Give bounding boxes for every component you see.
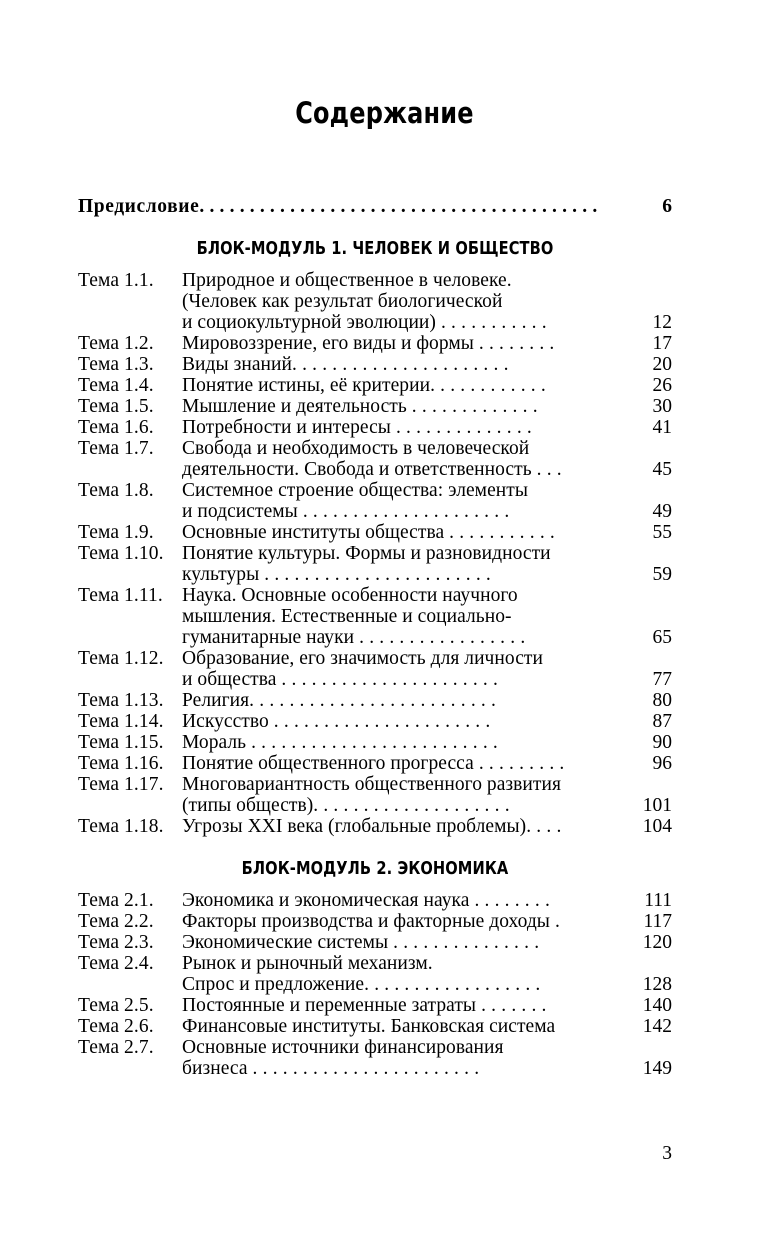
toc-entry-line bbox=[182, 911, 672, 932]
toc-entry[interactable] bbox=[78, 953, 672, 995]
toc-entry-title: Основные источники финансирования bbox=[182, 1037, 504, 1058]
toc-entry-label: Тема 1.10. bbox=[78, 543, 164, 564]
toc-entry[interactable] bbox=[78, 333, 672, 354]
toc-entry-title: Понятие общественного прогресса bbox=[182, 753, 474, 774]
toc-entry[interactable] bbox=[78, 911, 672, 932]
dot-leader: ................. bbox=[359, 627, 531, 648]
toc-entry[interactable] bbox=[78, 354, 672, 375]
toc-entry-lines bbox=[182, 890, 672, 911]
toc-entry-label: Тема 1.3. bbox=[78, 354, 154, 375]
toc-entry-line bbox=[182, 333, 672, 354]
dot-leader: .............. bbox=[395, 417, 537, 438]
toc-entry-label: Тема 1.15. bbox=[78, 732, 164, 753]
toc-entry-page-number: 90 bbox=[652, 732, 672, 753]
toc-entry-page-number: 104 bbox=[642, 816, 672, 837]
toc-entry-page-number: 101 bbox=[642, 795, 672, 816]
dot-leader: ... bbox=[536, 459, 567, 480]
toc-entry-line bbox=[182, 501, 672, 522]
toc-entry-line bbox=[182, 732, 672, 753]
toc-entry-lines bbox=[182, 932, 672, 953]
toc-entry-label: Тема 1.8. bbox=[78, 480, 154, 501]
toc-entry-lines bbox=[182, 270, 672, 333]
toc-entry-lines bbox=[182, 375, 672, 396]
toc-entry-title: Потребности и интересы bbox=[182, 417, 391, 438]
toc-entry[interactable] bbox=[78, 816, 672, 837]
dot-leader: . bbox=[554, 911, 566, 932]
toc-entry[interactable] bbox=[78, 438, 672, 480]
toc-entry-line bbox=[182, 953, 672, 974]
toc-entry-label: Тема 1.13. bbox=[78, 690, 164, 711]
toc-entry[interactable] bbox=[78, 522, 672, 543]
toc-entry-lines bbox=[182, 711, 672, 732]
toc-entry-label: Тема 1.4. bbox=[78, 375, 154, 396]
page-number: 3 bbox=[662, 1143, 672, 1164]
toc-entry-label: Тема 2.2. bbox=[78, 911, 154, 932]
toc-entry-line bbox=[182, 1037, 672, 1058]
toc-entry-label: Тема 1.14. bbox=[78, 711, 164, 732]
toc-entry-line bbox=[182, 438, 672, 459]
toc-entry[interactable] bbox=[78, 932, 672, 953]
toc-entry-page-number: 87 bbox=[652, 711, 672, 732]
toc-entry[interactable] bbox=[78, 732, 672, 753]
toc-entry-line bbox=[182, 995, 672, 1016]
toc-entry-label: Тема 1.6. bbox=[78, 417, 154, 438]
toc-entry-page-number: 45 bbox=[652, 459, 672, 480]
toc-entry-label: Тема 1.5. bbox=[78, 396, 154, 417]
toc-entry-line bbox=[182, 585, 672, 606]
toc-entry-line bbox=[182, 774, 672, 795]
toc-entry-lines bbox=[182, 480, 672, 522]
toc-entry-line bbox=[182, 932, 672, 953]
toc-entry-page-number: 26 bbox=[652, 375, 672, 396]
toc-entry-title: Основные институты общества bbox=[182, 522, 445, 543]
toc-entry-lines bbox=[182, 1037, 672, 1079]
toc-entry-page-number: 142 bbox=[642, 1016, 672, 1037]
dot-leader: ...................... bbox=[292, 354, 514, 375]
toc-entry-title: Рынок и рыночный механизм. bbox=[182, 953, 433, 974]
toc-entry-title: Виды знаний bbox=[182, 354, 292, 375]
toc-entry[interactable] bbox=[78, 1037, 672, 1079]
toc-entry-lines bbox=[182, 816, 672, 837]
toc-entry-lines bbox=[182, 417, 672, 438]
toc-entry-line bbox=[182, 669, 672, 690]
dot-leader: ......................... bbox=[251, 732, 503, 753]
toc-entry-title: Природное и общественное в человеке. bbox=[182, 270, 512, 291]
toc-entry-lines bbox=[182, 953, 672, 995]
toc-entry[interactable] bbox=[78, 995, 672, 1016]
toc-entry-line bbox=[182, 375, 672, 396]
toc-entry-lines bbox=[182, 522, 672, 543]
preface-label: Предисловие bbox=[78, 196, 200, 217]
toc-entry-label: Тема 2.7. bbox=[78, 1037, 154, 1058]
toc-entry-line bbox=[182, 690, 672, 711]
toc-entry-page-number: 77 bbox=[652, 669, 672, 690]
dot-leader: ......... bbox=[478, 753, 570, 774]
toc-entry-line bbox=[182, 459, 672, 480]
toc-entry[interactable] bbox=[78, 480, 672, 522]
toc-entry-line bbox=[182, 816, 672, 837]
toc-entry-title: и общества bbox=[182, 669, 277, 690]
dot-leader: ....................... bbox=[264, 564, 496, 585]
dot-leader: ........................................ bbox=[199, 196, 603, 217]
toc-entry-title: мышления. Естественные и социально- bbox=[182, 606, 512, 627]
toc-entry-title: Образование, его значимость для личности bbox=[182, 648, 543, 669]
toc-entry-page-number: 140 bbox=[642, 995, 672, 1016]
toc-entry-page-number: 111 bbox=[644, 890, 672, 911]
toc-entry-title: и социокультурной эволюции) bbox=[182, 312, 436, 333]
dot-leader: ...................... bbox=[273, 711, 496, 732]
toc-entry-line bbox=[182, 606, 672, 627]
toc-entry-title: Мышление и деятельность bbox=[182, 396, 407, 417]
dot-leader: .................... bbox=[313, 795, 515, 816]
toc-entry-title: Факторы производства и факторные доходы bbox=[182, 911, 550, 932]
toc-entry-label: Тема 1.16. bbox=[78, 753, 164, 774]
toc-entry-line bbox=[182, 312, 672, 333]
toc-entry-line bbox=[182, 354, 672, 375]
toc-entry-title: бизнеса bbox=[182, 1058, 248, 1079]
toc-entry-lines bbox=[182, 585, 672, 648]
toc-entry-page-number: 12 bbox=[652, 312, 672, 333]
toc-entry-title: Системное строение общества: элементы bbox=[182, 480, 528, 501]
toc-entry-title: Экономические системы bbox=[182, 932, 389, 953]
toc-entry-page-number: 41 bbox=[652, 417, 672, 438]
toc-entry-page-number: 49 bbox=[652, 501, 672, 522]
toc-entry-label: Тема 1.18. bbox=[78, 816, 164, 837]
toc-entry[interactable] bbox=[78, 774, 672, 816]
toc-entry-line bbox=[182, 648, 672, 669]
toc-entry-title: Искусство bbox=[182, 711, 269, 732]
toc-entry-label: Тема 1.2. bbox=[78, 333, 154, 354]
toc-entry-line bbox=[182, 543, 672, 564]
toc-entry-page-number: 96 bbox=[652, 753, 672, 774]
toc-entry[interactable] bbox=[78, 1016, 672, 1037]
toc-entry-title: и подсистемы bbox=[182, 501, 298, 522]
dot-leader: ........ bbox=[478, 333, 560, 354]
toc-entry[interactable] bbox=[78, 648, 672, 690]
toc-entry-line bbox=[182, 417, 672, 438]
toc-entry-page-number: 55 bbox=[652, 522, 672, 543]
toc-entry-title: Мораль bbox=[182, 732, 247, 753]
toc-entry-page-number: 149 bbox=[642, 1058, 672, 1079]
toc-entry-title: культуры bbox=[182, 564, 260, 585]
toc-entry-line bbox=[182, 291, 672, 312]
toc-entry-lines bbox=[182, 774, 672, 816]
toc-entry[interactable] bbox=[78, 690, 672, 711]
toc-entry-page-number: 17 bbox=[652, 333, 672, 354]
toc-entry[interactable] bbox=[78, 375, 672, 396]
toc-entry-line bbox=[182, 564, 672, 585]
toc-entry-title: (типы обществ) bbox=[182, 795, 314, 816]
toc-entry-title: Угрозы XXI века (глобальные проблемы) bbox=[182, 816, 527, 837]
toc-entry-title: Спрос и предложение bbox=[182, 974, 365, 995]
toc-entry-label: Тема 2.3. bbox=[78, 932, 154, 953]
toc-entry-page-number: 65 bbox=[652, 627, 672, 648]
toc-entry-page-number: 117 bbox=[643, 911, 672, 932]
toc-entry-line bbox=[182, 480, 672, 501]
dot-leader: ......................... bbox=[249, 690, 502, 711]
toc-entry-lines bbox=[182, 732, 672, 753]
toc-entry-title: Наука. Основные особенности научного bbox=[182, 585, 518, 606]
toc-entry-title: (Человек как результат биологической bbox=[182, 291, 503, 312]
toc-entry[interactable] bbox=[78, 890, 672, 911]
dot-leader: ............... bbox=[393, 932, 545, 953]
toc-entry-line bbox=[182, 396, 672, 417]
toc-entry-title: Свобода и необходимость в человеческой bbox=[182, 438, 530, 459]
toc-entry-line bbox=[182, 974, 672, 995]
toc-entry-label: Тема 1.7. bbox=[78, 438, 154, 459]
toc-entry[interactable] bbox=[78, 753, 672, 774]
toc-entry-line bbox=[182, 795, 672, 816]
dot-leader: ..................... bbox=[302, 501, 515, 522]
toc-entry-label: Тема 2.1. bbox=[78, 890, 154, 911]
toc-entry[interactable] bbox=[78, 585, 672, 648]
toc-entry-page-number: 80 bbox=[652, 690, 672, 711]
toc-entry-label: Тема 1.17. bbox=[78, 774, 164, 795]
toc-entry-label: Тема 1.1. bbox=[78, 270, 154, 291]
toc-entry[interactable] bbox=[78, 417, 672, 438]
toc-entry-line bbox=[182, 890, 672, 911]
toc-entry-label: Тема 1.11. bbox=[78, 585, 163, 606]
toc-entry-line bbox=[182, 1058, 672, 1079]
toc-entry-lines bbox=[182, 995, 672, 1016]
toc-entry[interactable] bbox=[78, 396, 672, 417]
toc-entry-page-number: 128 bbox=[642, 974, 672, 995]
toc-entry-title: Многовариантность общественного развития bbox=[182, 774, 561, 795]
toc-entry-title: Финансовые институты. Банковская система bbox=[182, 1016, 556, 1037]
toc-entry-page-number: 30 bbox=[652, 396, 672, 417]
toc-entry-lines bbox=[182, 396, 672, 417]
toc-entry-line bbox=[182, 627, 672, 648]
toc-entry-lines bbox=[182, 753, 672, 774]
toc-entry-title: Понятие культуры. Формы и разновидности bbox=[182, 543, 551, 564]
toc-entry-label: Тема 2.6. bbox=[78, 1016, 154, 1037]
toc-body bbox=[78, 196, 672, 1079]
toc-entry-lines bbox=[182, 1016, 672, 1037]
toc-entry-title: Экономика и экономическая наука bbox=[182, 890, 470, 911]
dot-leader: ........ bbox=[474, 890, 556, 911]
toc-entry-line bbox=[182, 753, 672, 774]
toc-entry-lines bbox=[182, 354, 672, 375]
toc-entry-lines bbox=[182, 333, 672, 354]
toc-entry-title: Постоянные и переменные затраты bbox=[182, 995, 477, 1016]
dot-leader: ............ bbox=[430, 375, 551, 396]
dot-leader: ....................... bbox=[252, 1058, 485, 1079]
dot-leader: .................. bbox=[364, 974, 546, 995]
dot-leader: ........... bbox=[440, 312, 552, 333]
toc-entry-line bbox=[182, 1016, 672, 1037]
page-title: Содержание bbox=[295, 96, 474, 130]
preface-page-number: 6 bbox=[662, 196, 672, 217]
toc-entry-title: Религия bbox=[182, 690, 250, 711]
toc-entry-lines bbox=[182, 438, 672, 480]
toc-entry-label: Тема 2.5. bbox=[78, 995, 154, 1016]
toc-entry[interactable] bbox=[78, 711, 672, 732]
toc-entry-line bbox=[182, 522, 672, 543]
dot-leader: ........... bbox=[449, 522, 560, 543]
toc-entry[interactable] bbox=[78, 270, 672, 333]
toc-entry-line bbox=[182, 270, 672, 291]
dot-leader: ...................... bbox=[281, 669, 504, 690]
toc-entry-preface[interactable] bbox=[78, 196, 672, 217]
toc-entry-lines bbox=[182, 648, 672, 690]
section-heading: БЛОК-МОДУЛЬ 1. ЧЕЛОВЕК И ОБЩЕСТВО bbox=[196, 239, 554, 259]
section-heading: БЛОК-МОДУЛЬ 2. ЭКОНОМИКА bbox=[241, 859, 509, 879]
toc-entry-page-number: 20 bbox=[652, 354, 672, 375]
toc-entry-label: Тема 1.9. bbox=[78, 522, 154, 543]
toc-entry[interactable] bbox=[78, 543, 672, 585]
dot-leader: ............. bbox=[411, 396, 543, 417]
toc-entry-title: гуманитарные науки bbox=[182, 627, 355, 648]
toc-entry-label: Тема 2.4. bbox=[78, 953, 154, 974]
dot-leader: ....... bbox=[481, 995, 552, 1016]
toc-entry-page-number: 59 bbox=[652, 564, 672, 585]
toc-entry-page-number: 120 bbox=[642, 932, 672, 953]
toc-entry-lines bbox=[182, 543, 672, 585]
toc-entry-label: Тема 1.12. bbox=[78, 648, 164, 669]
toc-entry-title: деятельности. Свобода и ответственность bbox=[182, 459, 532, 480]
toc-entry-line bbox=[182, 711, 672, 732]
toc-sections bbox=[78, 239, 672, 1079]
toc-entry-lines bbox=[182, 911, 672, 932]
toc-entry-title: Понятие истины, её критерии bbox=[182, 375, 431, 396]
toc-entry-title: Мировоззрение, его виды и формы bbox=[182, 333, 474, 354]
dot-leader: .... bbox=[526, 816, 567, 837]
toc-entry-lines bbox=[182, 690, 672, 711]
